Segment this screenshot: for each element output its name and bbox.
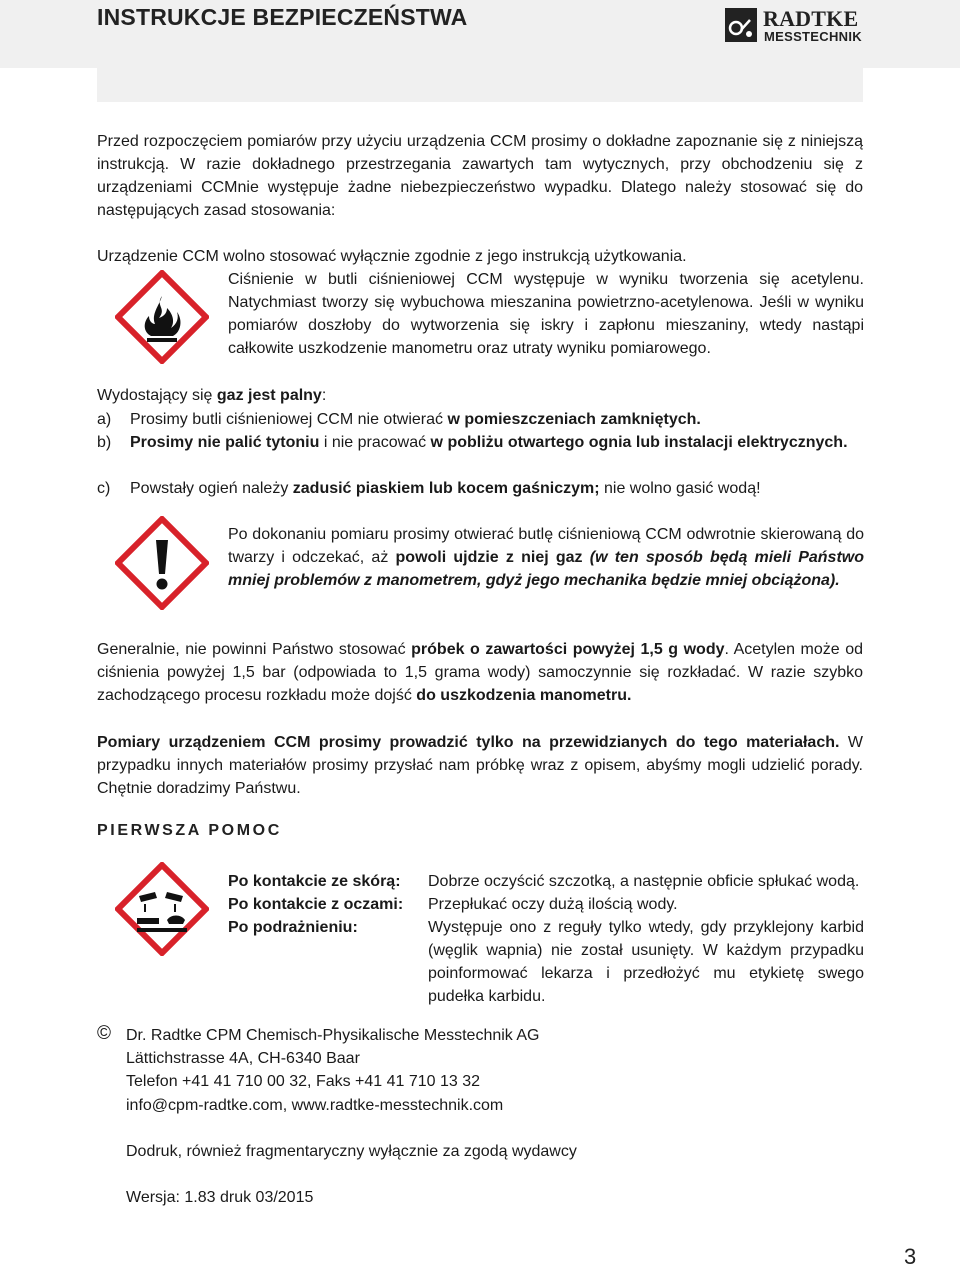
version-info: Wersja: 1.83 druk 03/2015 <box>126 1189 314 1206</box>
logo-text-radtke: RADTKE <box>763 6 859 31</box>
first-aid-heading: PIERWSZA POMOC <box>97 822 282 839</box>
materials-paragraph: Pomiary urządzeniem CCM prosimy prowadzić tylko na przewidzianych do tego materiałach. W przypadku innych materiałów prosimy przysłać nam próbkę wraz z opisem, abyśmy mogli udzielić porady. Chętnie doradzimy Państwu. <box>97 734 864 797</box>
page-number: 3 <box>904 1244 917 1269</box>
reprint-notice: Dodruk, również fragmentaryczny wyłącznie za zgodą wydawcy <box>126 1143 577 1160</box>
exclamation-hazard-icon <box>115 516 209 610</box>
header-bar <box>0 0 960 68</box>
usage-paragraph: Urządzenie CCM wolno stosować wyłącznie zgodnie z jego instrukcją użytkowania. <box>97 248 687 265</box>
after-measurement-paragraph: Po dokonaniu pomiaru prosimy otwierać butlę ciśnieniową CCM odwrotnie skierowaną do twarzy i odczekać, aż powoli ujdzie z niej gaz (w ten sposób będą mieli Państwo mniej problemów z manometrem, gdyż jego mechanika będzie mniej obciążona). <box>228 526 864 589</box>
list-item: c) Powstały ogień należy zadusić piaskiem lub kocem gaśniczym; nie wolno gasić wodą! <box>97 480 761 497</box>
copyright-icon: © <box>97 1023 111 1044</box>
company-address: Lättichstrasse 4A, CH-6340 Baar <box>126 1050 360 1067</box>
intro-paragraph: Przed rozpoczęciem pomiarów przy użyciu urządzenia CCM prosimy o dokładne zapoznanie się z niniejszą instrukcją. W razie dokładnego przestrzegania zawartych tam wytycznych, przy obchodzeniu się z urządzeniami CCMnie występuje żadne niebezpieczeństwo wypadku. Dlatego należy stosować się do następujących zasad stosowania: <box>97 133 863 219</box>
header-strip <box>97 68 863 102</box>
first-aid-eyes: Po kontakcie z oczami: Przepłukać oczy dużą ilością wody. <box>228 896 678 913</box>
logo-text-messtechnik: MESSTECHNIK <box>764 29 862 44</box>
pressure-paragraph: Ciśnienie w butli ciśnieniowej CCM występuje w wyniku tworzenia się acetylenu. Natychmiast tworzy się wybuchowa mieszanina powietrzno-acetylenowa. Jeśli w wyniku pomiarów doszłoby do wytworzenia się iskry i zapłonu mieszaniny, wtedy nastąpi całkowite uszkodzenie manometru oraz utraty wyniku pomiarowego. <box>228 271 864 357</box>
company-name: Dr. Radtke CPM Chemisch-Physikalische Messtechnik AG <box>126 1027 540 1044</box>
corrosive-hazard-icon <box>115 862 209 956</box>
company-phone: Telefon +41 41 710 00 32, Faks +41 41 710 13 32 <box>126 1073 481 1090</box>
flame-hazard-icon <box>115 270 209 364</box>
first-aid-irritation: Po podrażnieniu: Występuje ono z reguły tylko wtedy, gdy przyklejony karbid (węglik wapnia) nie został usunięty. W każdym przypadku poinformować lekarza i przedłożyć mu etykietę swego pudełka karbidu. <box>228 919 864 1005</box>
general-paragraph: Generalnie, nie powinni Państwo stosować próbek o zawartości powyżej 1,5 g wody. Acetylen może od ciśnienia powyżej 1,5 bar (odpowiada to 1,5 grama wody) samoczynnie się rozkładać. W razie szybko zachodzącego procesu rozkładu może dojść do uszkodzenia manometru. <box>97 641 863 704</box>
gas-lead: Wydostający się gaz jest palny: <box>97 387 327 404</box>
first-aid-skin: Po kontakcie ze skórą: Dobrze oczyścić szczotką, a następnie obficie spłukać wodą. <box>228 873 860 890</box>
page-title: INSTRUKCJE BEZPIECZEŃSTWA <box>97 4 468 30</box>
radtke-logo-mark <box>725 8 757 42</box>
list-item: b) Prosimy nie palić tytoniu i nie pracować w pobliżu otwartego ognia lub instalacji elektrycznych. <box>97 434 848 451</box>
company-logo <box>725 8 865 48</box>
company-web: info@cpm-radtke.com, www.radtke-messtechnik.com <box>126 1097 504 1114</box>
list-item: a) Prosimy butli ciśnieniowej CCM nie otwierać w pomieszczeniach zamkniętych. <box>97 411 701 428</box>
